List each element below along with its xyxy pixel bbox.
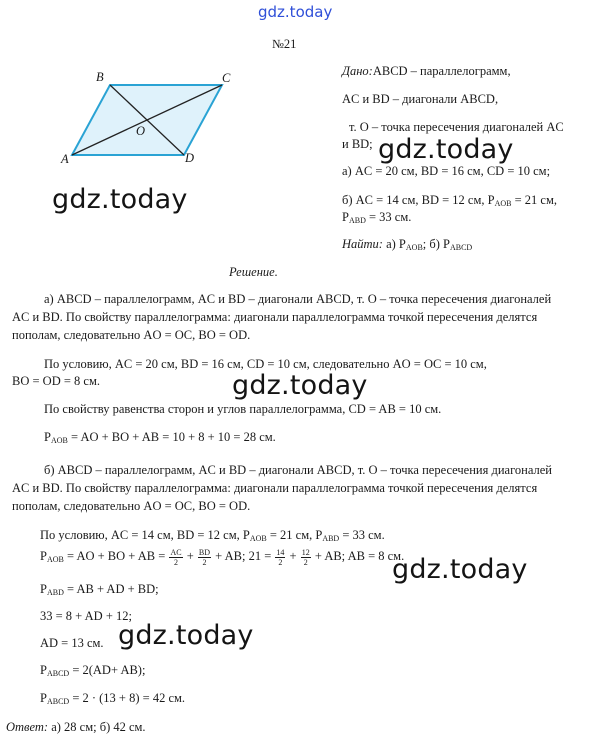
part-b-equation-6: $P_{ABCD} = 2 \cdot (13 + 8) = 42$ см.: [40, 691, 186, 706]
given-line-7: $P_{ABD} = 33$ см.: [342, 210, 412, 225]
center-label-o: O: [136, 124, 146, 138]
solution-heading: Решение.: [229, 265, 278, 279]
find-line: Найти: а) $P_{AOB}$; б) $P_{ABCD}$: [342, 237, 473, 252]
given-line-4: и BD;: [342, 137, 373, 151]
part-a-text-line-3: пополам, следовательно AO = OC, BO = OD.: [12, 328, 251, 342]
given-line-3: т. O – точка пересечения диагоналей AC: [349, 120, 564, 134]
vertex-label-d: D: [185, 151, 195, 165]
fraction-ac-over-2: $\frac{AC}{2}$: [170, 547, 182, 567]
part-b-condition-line: По условию, AC = 14 см, BD = 12 см, $P_{AOB} = 21$ см, $P_{ABD} = 33$ см.: [40, 528, 385, 543]
vertex-label-c: C: [222, 71, 231, 85]
given-line-5: а) AC = 20 см, BD = 16 см, CD = 10 см;: [342, 164, 551, 178]
fraction-14-over-2: $\frac{14}{2}$: [276, 547, 285, 567]
watermark-4: gdz.today: [392, 554, 528, 585]
part-a-condition-line-1: По условию, AC = 20 см, BD = 16 см, CD = 10 см, следовательно AO = OC = 10 см,: [44, 357, 487, 371]
part-b-text-line-2: AC и BD. По свойству параллелограмма: диагонали параллелограмма точкой пересечения делятся: [12, 481, 538, 495]
part-b-equation-3: 33 = 8 + AD + 12;: [40, 609, 132, 623]
part-b-equation-2: $P_{ABD}$ = AB + AD + BD;: [40, 582, 159, 597]
given-line-2: AC и BD – диагонали ABCD,: [342, 92, 499, 106]
watermark-3: gdz.today: [232, 370, 368, 401]
part-b-text-line-1: б) ABCD – параллелограмм, AC и BD – диагонали ABCD, т. O – точка пересечения диагоналей: [44, 463, 552, 477]
part-a-condition-line-2: BO = OD = 8 см.: [12, 374, 100, 388]
fraction-12-over-2: $\frac{12}{2}$: [301, 547, 310, 567]
top-watermark: gdz.today: [258, 3, 333, 21]
task-number: №21: [272, 37, 297, 51]
parallelogram-figure: [56, 64, 246, 172]
part-a-text-line-2: AC и BD. По свойству параллелограмма: диагонали параллелограмма точкой пересечения делятся: [12, 310, 538, 324]
part-a-perimeter-line: $P_{AOB}$ = AO + BO + AB = 10 + 8 + 10 = 28 см.: [44, 430, 276, 445]
watermark-5: gdz.today: [118, 620, 254, 651]
fraction-bd-over-2: $\frac{BD}{2}$: [198, 547, 211, 567]
part-b-equation-1: $P_{AOB}$ = AO + BO + AB = $\frac{AC}{2}$ + $\frac{BD}{2}$ + AB; 21 = $\frac{14}{2}$ + $\frac{12}{2}$ + AB; AB = 8 см.: [40, 547, 405, 567]
given-line-1: Дано:ABCD – параллелограмм,: [342, 64, 511, 78]
part-b-text-line-3: пополам, следовательно AO = OC, BO = OD.: [12, 499, 251, 513]
watermark-2: gdz.today: [378, 134, 514, 165]
vertex-label-b: B: [96, 70, 104, 84]
vertex-label-a: A: [61, 152, 69, 166]
part-b-equation-5: $P_{ABCD} = 2(AD+ AB)$;: [40, 663, 146, 678]
part-b-equation-4: AD = 13 см.: [40, 636, 104, 650]
part-a-text-line-1: а) ABCD – параллелограмм, AC и BD – диагонали ABCD, т. O – точка пересечения диагоналей: [44, 292, 552, 306]
given-line-6: б) AC = 14 см, BD = 12 см, $P_{AOB} = 21$ см,: [342, 193, 558, 208]
part-a-property-line: По свойству равенства сторон и углов параллелограмма, CD = AB = 10 см.: [44, 402, 442, 416]
watermark-1: gdz.today: [52, 184, 188, 215]
answer-line: Ответ: а) 28 см; б) 42 см.: [6, 720, 146, 734]
